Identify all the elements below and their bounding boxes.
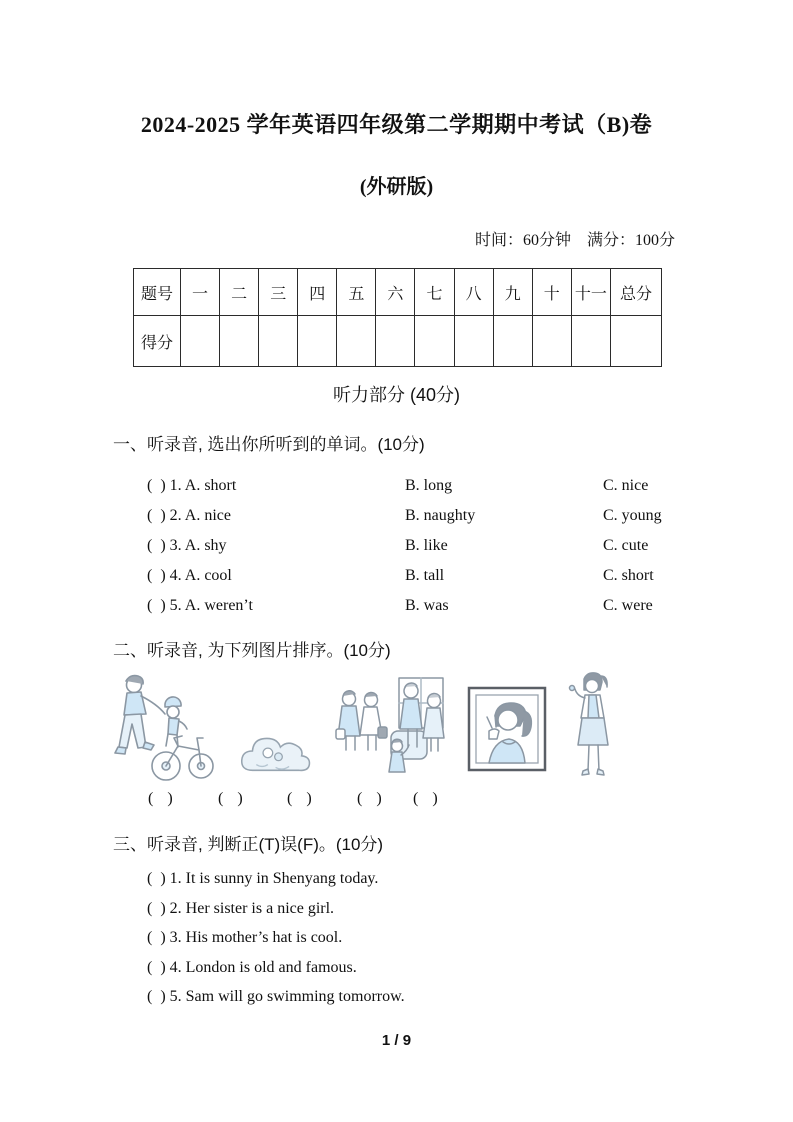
statement-text: ( ) 4. London is old and famous. <box>147 958 357 976</box>
score-cell <box>376 316 415 367</box>
girl-in-photo-frame-image <box>467 686 547 772</box>
score-cell <box>532 316 571 367</box>
section-three-statements <box>0 866 793 1014</box>
option-b: B. long <box>405 477 453 494</box>
statement-row-5 <box>0 984 793 1014</box>
option-row-1 <box>0 472 793 502</box>
answer-blank-3: ( ) <box>287 790 314 807</box>
option-row-2 <box>0 502 793 532</box>
option-a: ( ) 2. A. nice <box>147 507 231 524</box>
statement-text: ( ) 2. Her sister is a nice girl. <box>147 899 335 917</box>
statement-row-2 <box>0 896 793 926</box>
score-table-header-label: 题号 <box>134 269 181 316</box>
listening-part-heading: 听力部分 (40分) <box>332 385 460 405</box>
option-b: B. like <box>405 537 448 554</box>
section-two-answer-blanks <box>0 790 793 812</box>
score-table-col-11: 十一 <box>571 269 610 316</box>
page-title: 2024-2025 学年英语四年级第二学期期中考试（B)卷 <box>140 112 653 137</box>
option-a: ( ) 3. A. shy <box>147 537 227 554</box>
score-table-col-3: 三 <box>259 269 298 316</box>
score-cell <box>454 316 493 367</box>
option-c: C. short <box>603 567 654 584</box>
option-row-5 <box>0 592 793 622</box>
cloud-image <box>237 722 319 780</box>
score-table-col-6: 六 <box>376 269 415 316</box>
score-cell <box>259 316 298 367</box>
option-c: C. were <box>603 597 653 614</box>
section-two-heading: 二、听录音, 为下列图片排序。(10分) <box>113 641 391 660</box>
score-table-score-row <box>134 316 662 367</box>
score-table-col-10: 十 <box>532 269 571 316</box>
score-table-score-label: 得分 <box>134 316 181 367</box>
option-row-3 <box>0 532 793 562</box>
father-helping-boy-ride-bike-image <box>113 670 221 788</box>
score-cell <box>337 316 376 367</box>
option-c: C. nice <box>603 477 649 494</box>
page-subtitle: (外研版) <box>359 176 434 198</box>
statement-row-3 <box>0 925 793 955</box>
score-cell <box>493 316 532 367</box>
score-table-col-total: 总分 <box>611 269 662 316</box>
statement-text: ( ) 1. It is sunny in Shenyang today. <box>147 870 379 887</box>
option-a: ( ) 4. A. cool <box>147 567 232 584</box>
section-one-option-rows <box>0 472 793 622</box>
section-one-heading: 一、听录音, 选出你所听到的单词。(10分) <box>113 435 425 454</box>
statement-row-1 <box>0 866 793 896</box>
score-table-header-row <box>134 269 662 316</box>
family-with-grandparents-image <box>335 673 447 788</box>
score-cell-total <box>611 316 662 367</box>
woman-standing-image <box>567 671 613 789</box>
answer-blank-1: ( ) <box>148 790 175 807</box>
answer-blank-4: ( ) <box>357 790 384 807</box>
option-b: B. tall <box>405 567 445 584</box>
section-three-heading: 三、听录音, 判断正(T)误(F)。(10分) <box>113 835 384 854</box>
answer-blank-2: ( ) <box>218 790 245 807</box>
score-table-col-7: 七 <box>415 269 454 316</box>
score-cell <box>220 316 259 367</box>
option-b: B. was <box>405 597 449 614</box>
statement-row-4 <box>0 955 793 985</box>
option-a: ( ) 1. A. short <box>147 477 237 494</box>
statement-text: ( ) 5. Sam will go swimming tomorrow. <box>147 988 405 1006</box>
score-table <box>133 268 662 367</box>
score-table-col-4: 四 <box>298 269 337 316</box>
score-table-col-1: 一 <box>181 269 220 316</box>
option-c: C. cute <box>603 537 649 554</box>
score-cell <box>571 316 610 367</box>
score-table-col-5: 五 <box>337 269 376 316</box>
score-table-col-2: 二 <box>220 269 259 316</box>
score-cell <box>181 316 220 367</box>
page-number: 1 / 9 <box>381 1032 412 1049</box>
option-b: B. naughty <box>405 507 476 524</box>
score-table-col-8: 八 <box>454 269 493 316</box>
score-cell <box>298 316 337 367</box>
option-c: C. young <box>603 507 662 524</box>
answer-blank-5: ( ) <box>413 790 440 807</box>
score-cell <box>415 316 454 367</box>
exam-time-score-info: 时间：60分钟 满分：100分 <box>474 232 675 249</box>
option-row-4 <box>0 562 793 592</box>
option-a: ( ) 5. A. weren’t <box>147 597 253 614</box>
statement-text: ( ) 3. His mother’s hat is cool. <box>147 929 343 947</box>
score-table-col-9: 九 <box>493 269 532 316</box>
